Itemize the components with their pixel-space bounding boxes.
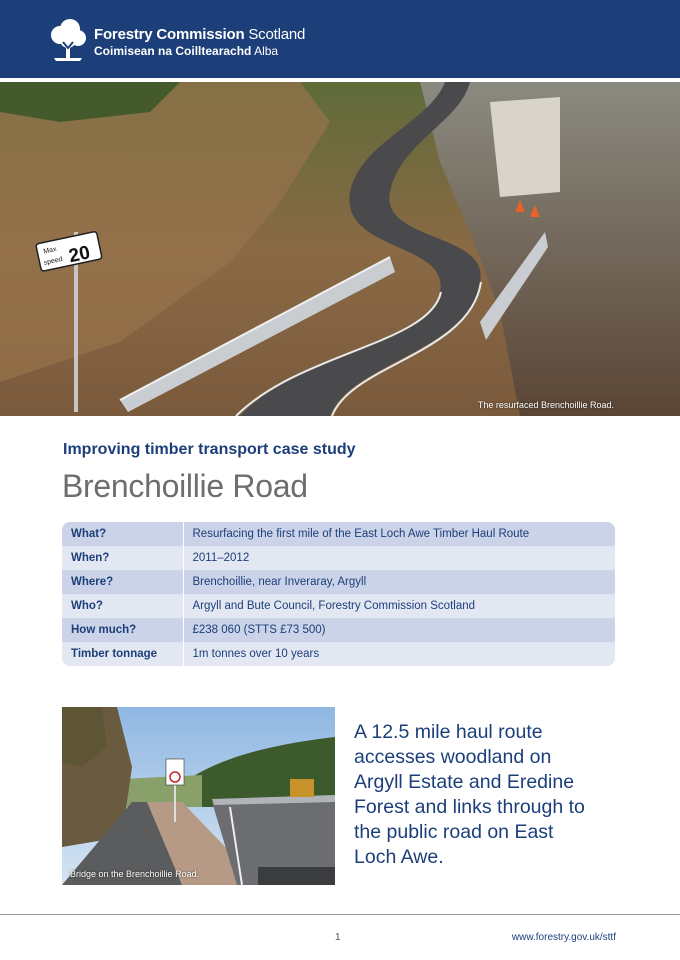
- org-name-english: Forestry Commission Scotland: [94, 26, 306, 43]
- fact-row: [62, 618, 615, 642]
- footer-url-link[interactable]: www.forestry.gov.uk/sttf: [511, 932, 616, 943]
- fact-label: Timber tonnage: [62, 642, 183, 666]
- fact-row: [62, 546, 615, 570]
- tree-logo-icon: [46, 18, 90, 62]
- org-name-gaelic: Coimisean na Coilltearachd Alba: [94, 44, 279, 58]
- sign-top-text: Max: [42, 245, 58, 256]
- fact-label: When?: [62, 546, 183, 570]
- fact-value: Argyll and Bute Council, Forestry Commission Scotland: [183, 594, 615, 618]
- summary-text: A 12.5 mile haul route accesses woodland on Argyll Estate and Eredine Forest and links through to the public road on East Loch Awe.: [354, 721, 585, 868]
- hero-photo: [0, 82, 680, 416]
- page-title: Brenchoillie Road: [62, 468, 308, 504]
- facts-table: [62, 522, 615, 666]
- sign-value-text: 20: [66, 242, 92, 268]
- fact-label: How much?: [62, 618, 183, 642]
- fact-value: Brenchoillie, near Inveraray, Argyll: [183, 570, 615, 594]
- page-number: 1: [335, 932, 341, 943]
- fact-value: 2011–2012: [183, 546, 615, 570]
- fact-row: [62, 522, 615, 546]
- header-banner: [0, 0, 680, 78]
- fact-row: [62, 594, 615, 618]
- fact-row: [62, 642, 615, 666]
- bridge-photo-caption: Bridge on the Brenchoillie Road.: [70, 869, 200, 879]
- hero-caption: The resurfaced Brenchoillie Road.: [477, 400, 614, 410]
- fact-label: Where?: [62, 570, 183, 594]
- fact-label: Who?: [62, 594, 183, 618]
- fact-value: Resurfacing the first mile of the East Loch Awe Timber Haul Route: [183, 522, 615, 546]
- fact-row: [62, 570, 615, 594]
- bridge-photo: [62, 707, 335, 885]
- footer-divider: [0, 914, 680, 915]
- sign-bottom-text: speed: [43, 255, 64, 267]
- fact-label: What?: [62, 522, 183, 546]
- case-study-kicker: Improving timber transport case study: [63, 441, 356, 458]
- fact-value: 1m tonnes over 10 years: [183, 642, 615, 666]
- fact-value: £238 060 (STTS £73 500): [183, 618, 615, 642]
